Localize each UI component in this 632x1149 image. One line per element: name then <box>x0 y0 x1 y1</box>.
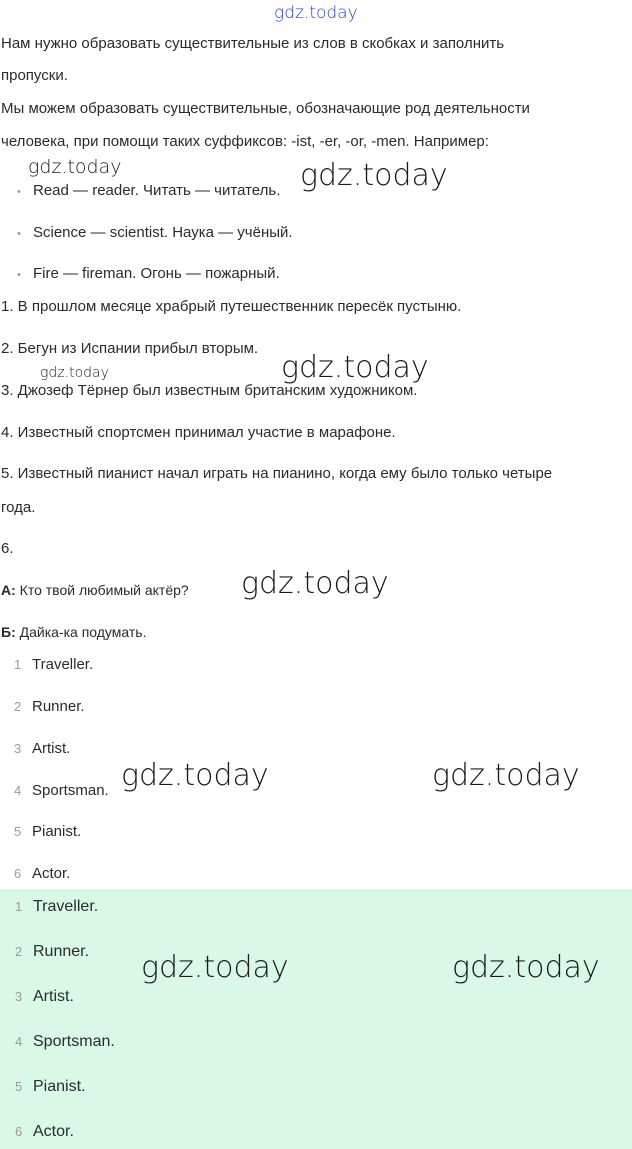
example-text: Read — reader. Читать — читатель. <box>33 182 281 199</box>
intro-line-3: Мы можем образовать существительные, обозначающие род деятельности <box>1 100 530 117</box>
watermark: gdz.today <box>121 758 269 793</box>
dialogue-line-b <box>1 624 146 640</box>
sentence-4: 4. Известный спортсмен принимал участие в марафоне. <box>1 424 396 441</box>
watermark: gdz.today <box>40 365 109 381</box>
watermark: gdz.today <box>141 950 289 985</box>
example-item <box>17 265 280 282</box>
list-item: 4 Sportsman. <box>14 782 109 799</box>
watermark: gdz.today <box>281 350 429 385</box>
example-text: Fire — fireman. Огонь — пожарный. <box>33 265 280 282</box>
dialogue-text: Кто твой любимый актёр? <box>15 582 189 598</box>
list-item: 3 Artist. <box>14 740 71 757</box>
speaker-label: Б: <box>1 624 16 640</box>
sentence-5: 5. Известный пианист начал играть на пианино, когда ему было только четыре <box>1 465 553 482</box>
speaker-label: А: <box>1 582 16 598</box>
list-item: 2 Runner. <box>14 698 85 715</box>
list-item: 6 Actor. <box>14 865 71 882</box>
list-item: 1 Traveller. <box>14 656 94 673</box>
watermark: gdz.today <box>28 156 122 178</box>
watermark: gdz.today <box>241 566 389 601</box>
list-item: 5 Pianist. <box>14 823 82 840</box>
example-item <box>17 182 280 199</box>
example-item <box>17 224 293 241</box>
intro-line-4: человека, при помощи таких суффиксов: -ist, -er, -or, -men. Например: <box>1 133 489 150</box>
list-item: 1 Traveller. <box>15 898 99 915</box>
list-item: 2 Runner. <box>15 943 90 960</box>
intro-line-2: пропуски. <box>1 67 68 84</box>
bullet-icon: • <box>17 228 21 240</box>
answer-highlight-block <box>0 889 632 1149</box>
example-text: Science — scientist. Наука — учёный. <box>33 224 293 241</box>
sentence-6: 6. <box>1 540 14 557</box>
header-watermark: gdz.today <box>274 3 358 23</box>
dialogue-line-a <box>1 582 189 598</box>
list-item: 4 Sportsman. <box>15 1033 115 1050</box>
watermark: gdz.today <box>432 758 580 793</box>
list-item: 3 Artist. <box>15 988 74 1005</box>
sentence-2: 2. Бегун из Испании прибыл вторым. <box>1 340 259 357</box>
sentence-5-cont: года. <box>1 499 36 516</box>
bullet-icon: • <box>17 269 21 281</box>
list-item: 6 Actor. <box>15 1123 74 1140</box>
sentence-1: 1. В прошлом месяце храбрый путешественник пересёк пустыню. <box>1 298 462 315</box>
dialogue-text: Дайка-ка подумать. <box>15 624 147 640</box>
list-item: 5 Pianist. <box>15 1078 86 1095</box>
intro-line-1: Нам нужно образовать существительные из слов в скобках и заполнить <box>1 35 505 52</box>
bullet-icon: • <box>17 186 21 198</box>
watermark: gdz.today <box>452 950 600 985</box>
sentence-3: 3. Джозеф Тёрнер был известным британским художником. <box>1 382 418 399</box>
watermark: gdz.today <box>300 158 448 193</box>
